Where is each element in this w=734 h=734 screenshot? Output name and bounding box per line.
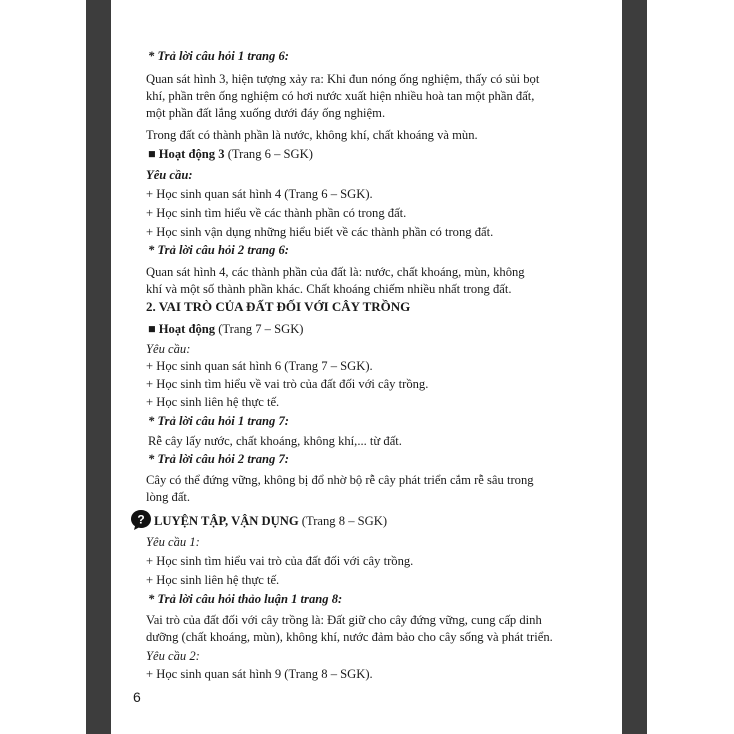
paragraph-line: Cây có thể đứng vững, không bị đổ nhờ bộ rễ cây phát triển cắm rễ sâu trong [146, 473, 534, 487]
list-item: + Học sinh tìm hiểu về các thành phần có trong đất. [146, 206, 407, 220]
answer-heading: * Trả lời câu hỏi 2 trang 7: [148, 452, 289, 466]
viewer-frame-left [86, 0, 111, 734]
list-item: + Học sinh liên hệ thực tế. [146, 395, 280, 409]
paragraph-line: Vai trò của đất đối với cây trồng là: Đất giữ cho cây đứng vững, cung cấp dinh [146, 613, 542, 627]
practice-section-ref: (Trang 8 – SGK) [298, 514, 388, 528]
answer-heading: * Trả lời câu hỏi 1 trang 6: [148, 49, 289, 63]
requirement-heading: Yêu cầu 1: [146, 535, 200, 549]
paragraph-line: dưỡng (chất khoáng, mùn), không khí, nước đảm bảo cho cây sống và phát triển. [146, 630, 553, 644]
activity-ref: (Trang 7 – SGK) [215, 322, 304, 336]
answer-heading: * Trả lời câu hỏi 2 trang 6: [148, 243, 289, 257]
paragraph-line: một phần đất lắng xuống dưới đáy ống nghiệm. [146, 106, 386, 120]
practice-section-heading [154, 513, 387, 529]
viewer-frame-right [622, 0, 647, 734]
list-item: + Học sinh tìm hiểu vai trò của đất đối với cây trồng. [146, 554, 414, 568]
activity-heading [148, 321, 612, 337]
requirement-heading: Yêu cầu: [146, 342, 191, 356]
paragraph-line: lòng đất. [146, 490, 191, 504]
answer-heading: * Trả lời câu hỏi 1 trang 7: [148, 414, 289, 428]
answer-heading: * Trả lời câu hỏi thảo luận 1 trang 8: [148, 592, 343, 606]
list-item: + Học sinh tìm hiểu về vai trò của đất đối với cây trồng. [146, 377, 429, 391]
paragraph-line: khí, phần trên ống nghiệm có hơi nước xuất hiện nhiều hoà tan một phần đất, [146, 89, 535, 103]
paragraph-line: Trong đất có thành phần là nước, không khí, chất khoáng và mùn. [146, 128, 478, 142]
list-item: + Học sinh quan sát hình 9 (Trang 8 – SGK). [146, 667, 373, 681]
requirement-heading: Yêu cầu: [146, 168, 193, 182]
svg-text:?: ? [137, 512, 145, 527]
list-item: + Học sinh liên hệ thực tế. [146, 573, 280, 587]
paragraph-line: khí và một số thành phần khác. Chất khoáng chiếm nhiều nhất trong đất. [146, 282, 512, 296]
activity-heading [148, 146, 612, 162]
requirement-heading: Yêu cầu 2: [146, 649, 200, 663]
paragraph-line: Rễ cây lấy nước, chất khoáng, không khí,... từ đất. [148, 434, 402, 448]
activity-label: ■ Hoạt động [148, 322, 216, 336]
activity-label: ■ Hoạt động 3 [148, 147, 225, 161]
practice-section-title: LUYỆN TẬP, VẬN DỤNG [154, 514, 299, 528]
paragraph-line: Quan sát hình 4, các thành phần của đất là: nước, chất khoáng, mùn, không [146, 265, 525, 279]
list-item: + Học sinh quan sát hình 4 (Trang 6 – SGK). [146, 187, 373, 201]
question-bubble-icon [130, 509, 152, 531]
section-heading: 2. VAI TRÒ CỦA ĐẤT ĐỐI VỚI CÂY TRỒNG [146, 299, 411, 314]
paragraph-line: Quan sát hình 3, hiện tượng xảy ra: Khi đun nóng ống nghiệm, thấy có sủi bọt [146, 72, 540, 86]
list-item: + Học sinh vận dụng những hiểu biết về các thành phần có trong đất. [146, 225, 494, 239]
list-item: + Học sinh quan sát hình 6 (Trang 7 – SGK). [146, 359, 373, 373]
page-number: 6 [133, 689, 141, 705]
activity-ref: (Trang 6 – SGK) [224, 147, 313, 161]
document-page [111, 0, 622, 734]
